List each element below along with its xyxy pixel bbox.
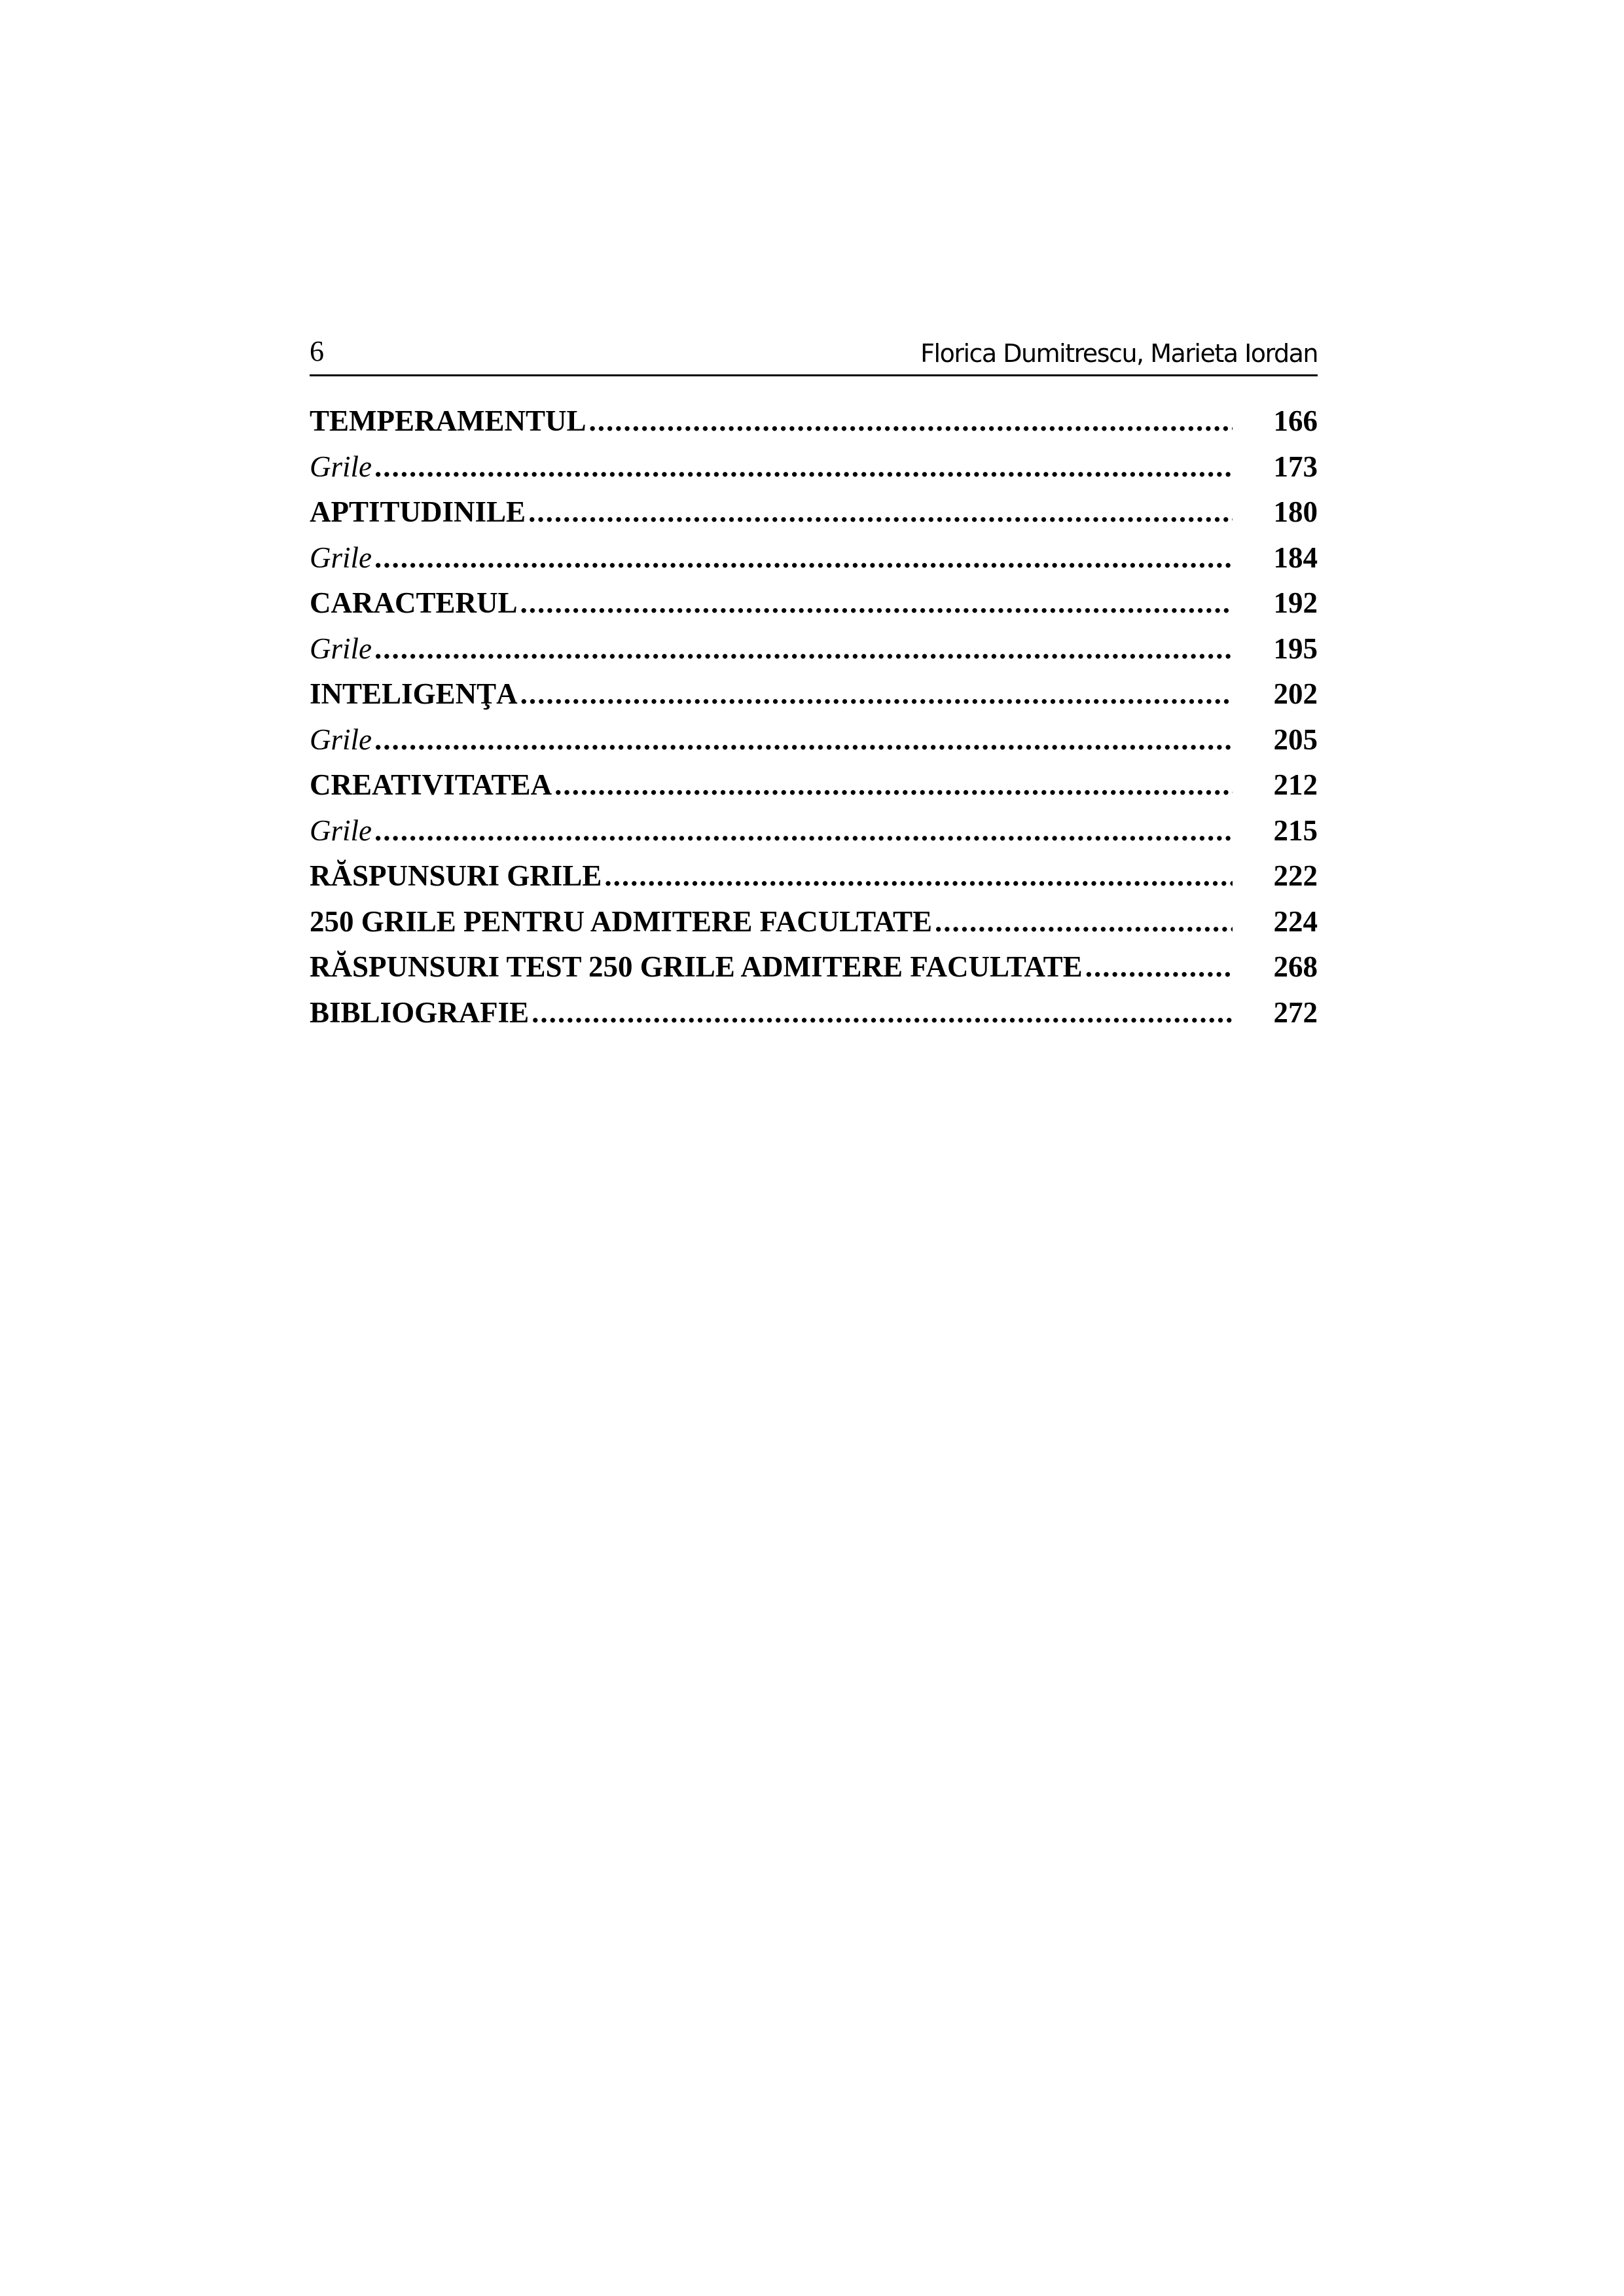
toc-entry-title: RĂSPUNSURI TEST 250 GRILE ADMITERE FACULTATE: [310, 950, 1083, 983]
dot-leader: [374, 632, 1233, 666]
toc-entry-creativitatea[interactable]: [310, 768, 1318, 814]
dot-leader: [374, 723, 1233, 757]
toc-entry-raspunsuri-test[interactable]: [310, 950, 1318, 996]
toc-entry-grile[interactable]: [310, 541, 1318, 586]
toc-entry-title: APTITUDINILE: [310, 495, 526, 528]
toc-entry-page: 212: [1273, 768, 1318, 801]
toc-entry-title: CARACTERUL: [310, 586, 518, 619]
toc-entry-inteligenta[interactable]: [310, 677, 1318, 723]
toc-entry-title: Grile: [310, 723, 372, 756]
toc-entry-title: Grile: [310, 814, 372, 847]
toc-entry-caracterul[interactable]: [310, 586, 1318, 632]
dot-leader: [604, 859, 1233, 893]
toc-entry-title: 250 GRILE PENTRU ADMITERE FACULTATE: [310, 905, 932, 938]
toc-entry-page: 166: [1273, 404, 1318, 437]
toc-entry-page: 192: [1273, 586, 1318, 619]
toc-entry-page: 195: [1273, 632, 1318, 665]
toc-entry-page: 215: [1273, 814, 1318, 847]
toc-entry-title: BIBLIOGRAFIE: [310, 996, 530, 1029]
toc-entry-title: Grile: [310, 541, 372, 574]
toc-entry-page: 222: [1273, 859, 1318, 892]
toc-entry-page: 180: [1273, 495, 1318, 528]
dot-leader: [1085, 950, 1233, 984]
dot-leader: [520, 677, 1233, 711]
toc-entry-grile[interactable]: [310, 632, 1318, 677]
running-head: Florica Dumitrescu, Marieta Iordan: [920, 339, 1318, 368]
toc-entry-page: 173: [1273, 450, 1318, 483]
toc-entry-title: TEMPERAMENTUL: [310, 404, 586, 437]
toc-entry-250-grile[interactable]: [310, 905, 1318, 950]
toc-entry-bibliografie[interactable]: [310, 996, 1318, 1041]
toc-entry-page: 224: [1273, 905, 1318, 938]
toc-entry-title: INTELIGENŢA: [310, 677, 518, 710]
toc-entry-page: 205: [1273, 723, 1318, 756]
toc-entry-raspunsuri-grile[interactable]: [310, 859, 1318, 905]
toc-entry-grile[interactable]: [310, 450, 1318, 495]
page-number: 6: [310, 335, 324, 367]
toc-entry-temperamentul[interactable]: [310, 404, 1318, 450]
toc-entry-title: CREATIVITATEA: [310, 768, 552, 801]
dot-leader: [374, 541, 1233, 575]
dot-leader: [374, 814, 1233, 848]
toc-entry-aptitudinile[interactable]: [310, 495, 1318, 541]
toc-entry-page: 202: [1273, 677, 1318, 710]
dot-leader: [935, 905, 1233, 939]
toc-entry-page: 272: [1273, 996, 1318, 1029]
dot-leader: [532, 996, 1233, 1030]
toc-entry-page: 268: [1273, 950, 1318, 983]
dot-leader: [374, 450, 1233, 484]
dot-leader: [589, 404, 1233, 438]
toc-entry-page: 184: [1273, 541, 1318, 574]
toc-entry-grile[interactable]: [310, 723, 1318, 768]
page-header: [310, 332, 1318, 376]
toc-entry-title: Grile: [310, 632, 372, 665]
dot-leader: [554, 768, 1233, 802]
toc-entry-grile[interactable]: [310, 814, 1318, 859]
dot-leader: [528, 495, 1233, 529]
dot-leader: [520, 586, 1233, 620]
toc-entry-title: RĂSPUNSURI GRILE: [310, 859, 602, 892]
toc-entry-title: Grile: [310, 450, 372, 483]
table-of-contents: [310, 404, 1318, 1041]
